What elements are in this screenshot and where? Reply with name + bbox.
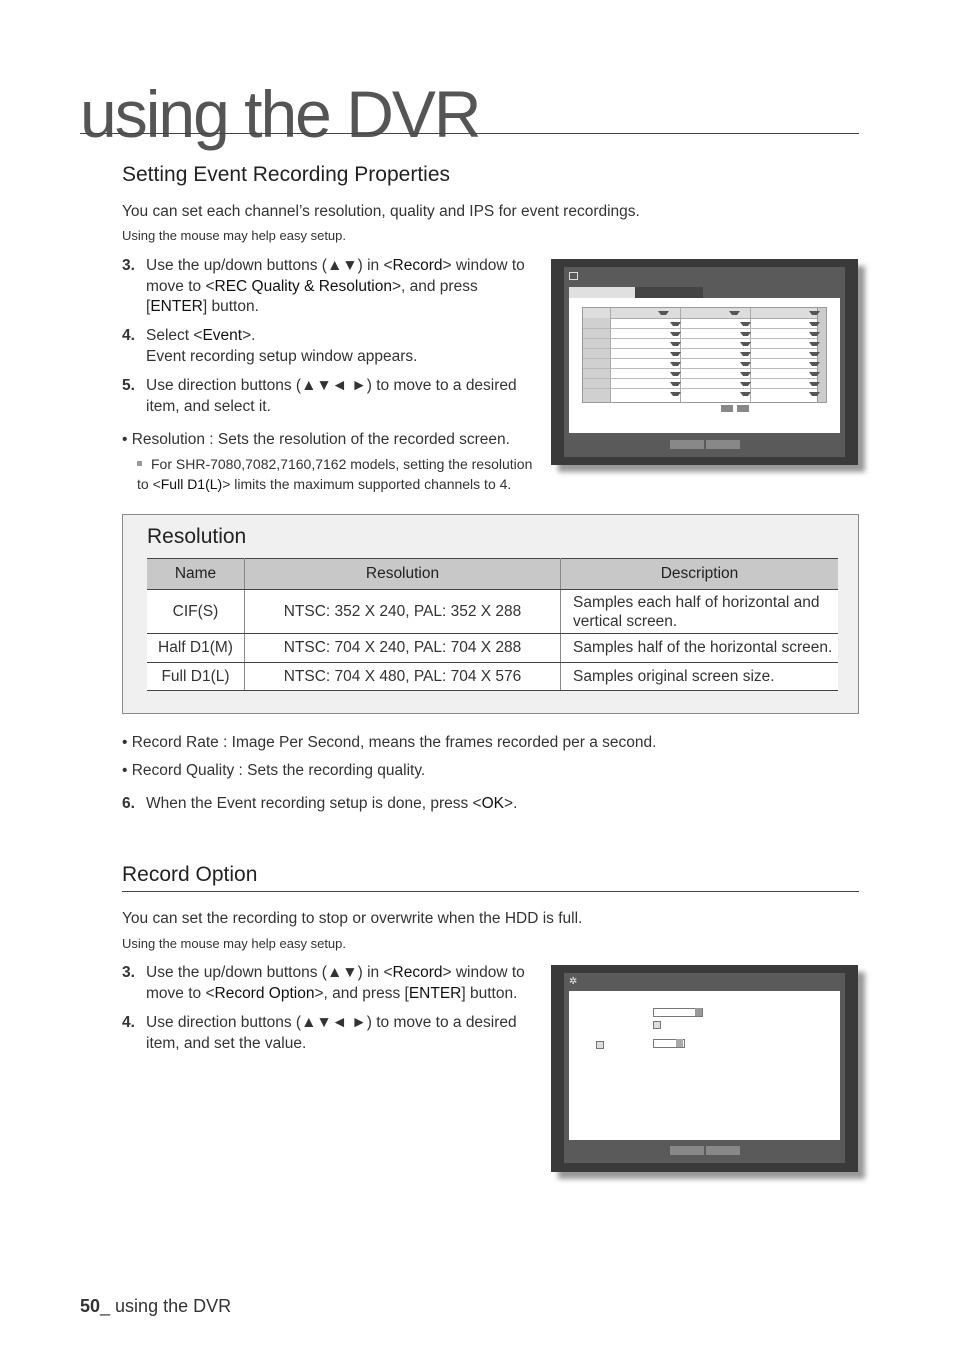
settings-grid: [582, 307, 827, 403]
ok-button[interactable]: [670, 440, 704, 449]
bullet-resolution: • Resolution : Sets the resolution of the recorded screen.: [122, 431, 510, 448]
resolution-box: [122, 514, 859, 714]
tab-standard[interactable]: [569, 287, 635, 298]
window-icon: [569, 272, 578, 280]
step-text: Use direction buttons (▲▼◄ ►) to move to a desired item, and set the value.: [146, 1014, 517, 1052]
table-row: Full D1(L) NTSC: 704 X 480, PAL: 704 X 576 Samples original screen size.: [147, 663, 838, 691]
event-step-4: [122, 326, 542, 368]
resolution-title: Resolution: [147, 525, 247, 548]
chapter-rule: [80, 133, 859, 134]
record-option-title: Record Option: [122, 863, 258, 886]
page-footer: [80, 1296, 231, 1317]
tab-event[interactable]: [635, 287, 703, 298]
col-resolution: Resolution: [245, 559, 561, 590]
step-number: 4.: [122, 1014, 135, 1031]
option-step-3: [122, 963, 542, 1005]
step-text: Select <Event>. Event recording setup window appears.: [146, 327, 418, 365]
event-step-3: [122, 256, 542, 318]
cancel-button[interactable]: [706, 440, 740, 449]
record-option-screenshot: [551, 965, 858, 1172]
table-header-row: [147, 559, 838, 590]
bullet-record-rate: • Record Rate : Image Per Second, means the frames recorded per a second.: [122, 734, 657, 751]
chapter-title: using the DVR: [80, 77, 480, 151]
rec-quality-screenshot: [551, 259, 858, 465]
step-text: Use direction buttons (▲▼◄ ►) to move to a desired item, and select it.: [146, 377, 517, 415]
table-row: Half D1(M) NTSC: 704 X 240, PAL: 704 X 288 Samples half of the horizontal screen.: [147, 634, 838, 663]
stepper-arrows-icon: [676, 1039, 683, 1047]
gear-icon: ✲: [569, 976, 578, 987]
section-rule: [122, 891, 859, 892]
option-checkbox-2[interactable]: [596, 1041, 604, 1049]
col-description: Description: [561, 559, 839, 590]
cancel-button[interactable]: [706, 1146, 740, 1155]
step-number: 5.: [122, 377, 135, 394]
resolution-table: [147, 558, 838, 691]
step-text: Use the up/down buttons (▲▼) in <Record> window to move to <Record Option>, and press [ENTER] button.: [146, 964, 525, 1002]
prev-page-button[interactable]: [721, 405, 733, 412]
next-page-button[interactable]: [737, 405, 749, 412]
event-mouse-tip: Using the mouse may help easy setup.: [122, 228, 347, 243]
step-text: When the Event recording setup is done, press <OK>.: [146, 795, 518, 812]
page-number: 50: [80, 1296, 101, 1316]
footer-label: _ using the DVR: [100, 1296, 232, 1316]
note-square-icon: [137, 461, 142, 466]
step-number: 4.: [122, 327, 135, 344]
step-text: Use the up/down buttons (▲▼) in <Record> window to move to <REC Quality & Resolution>, and press [ENTER] button.: [146, 257, 525, 315]
step-number: 3.: [122, 257, 135, 274]
chevron-down-icon: [695, 1008, 702, 1016]
event-step-5: [122, 376, 542, 418]
option-step-4: [122, 1013, 542, 1055]
event-recording-intro: You can set each channel’s resolution, quality and IPS for event recordings.: [122, 203, 640, 220]
table-row: CIF(S) NTSC: 352 X 240, PAL: 352 X 288 Samples each half of horizontal and vertical screen.: [147, 590, 838, 634]
step-number: 6.: [122, 795, 135, 812]
bullet-record-quality: • Record Quality : Sets the recording quality.: [122, 762, 426, 779]
record-option-intro: You can set the recording to stop or overwrite when the HDD is full.: [122, 910, 583, 927]
col-name: Name: [147, 559, 245, 590]
record-option-mouse-tip: Using the mouse may help easy setup.: [122, 936, 347, 951]
resolution-note: For SHR-7080,7082,7160,7162 models, setting the resolution to <Full D1(L)> limits the maximum supported channels to 4.: [137, 456, 533, 492]
ok-button[interactable]: [670, 1146, 704, 1155]
option-checkbox[interactable]: [653, 1021, 661, 1029]
step-number: 3.: [122, 964, 135, 981]
event-recording-title: Setting Event Recording Properties: [122, 163, 451, 186]
event-step-6: [122, 794, 622, 816]
